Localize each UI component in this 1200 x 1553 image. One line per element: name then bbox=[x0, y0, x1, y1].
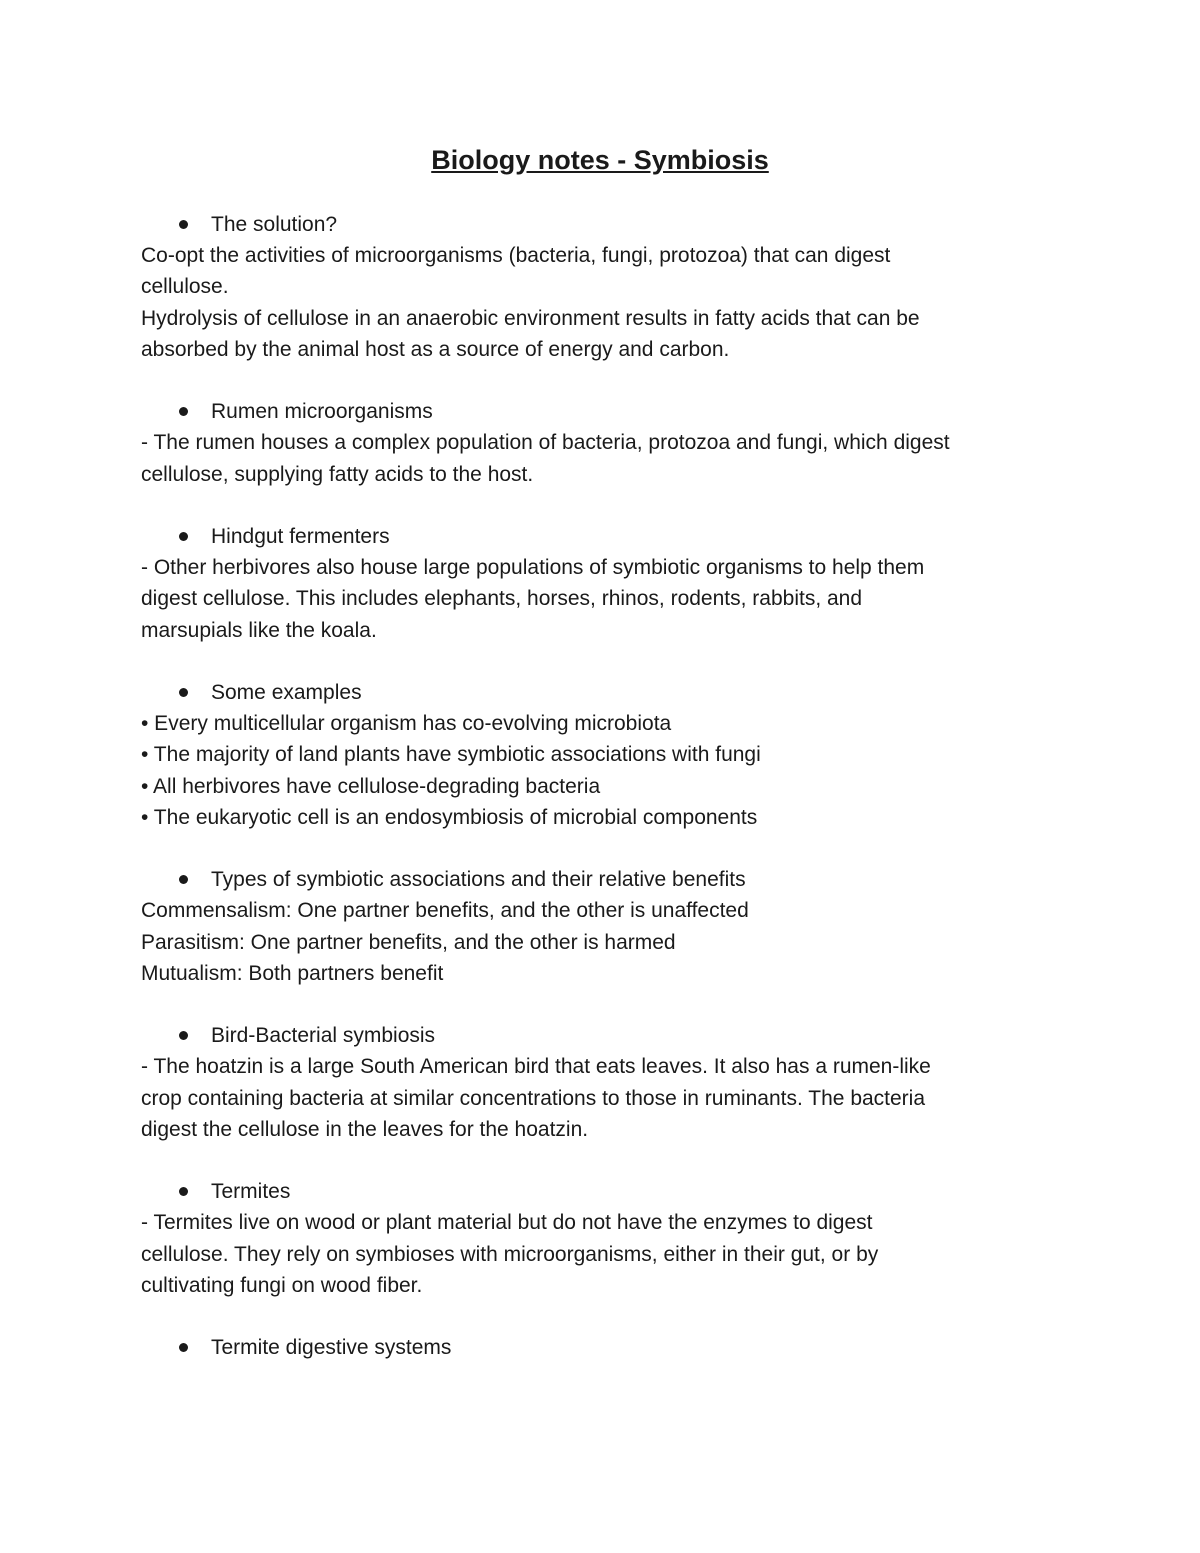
note-section bbox=[141, 677, 1061, 833]
section-heading bbox=[141, 396, 1061, 427]
note-section bbox=[141, 1176, 1061, 1301]
section-spacer bbox=[141, 1145, 1061, 1176]
section-text-line: - Termites live on wood or plant material but do not have the enzymes to digest bbox=[141, 1211, 873, 1235]
section-heading bbox=[141, 1020, 1061, 1051]
note-section bbox=[141, 521, 1061, 646]
section-text-line: crop containing bacteria at similar concentrations to those in ruminants. The bacteria bbox=[141, 1086, 926, 1110]
section-text-line: • All herbivores have cellulose-degrading bacteria bbox=[141, 774, 601, 798]
section-heading-text: Termite digestive systems bbox=[211, 1336, 452, 1360]
note-section bbox=[141, 864, 1061, 989]
note-section bbox=[141, 396, 1061, 490]
section-heading-text: Types of symbiotic associations and their relative benefits bbox=[211, 868, 746, 892]
section-heading bbox=[141, 521, 1061, 552]
section-text-line: Mutualism: Both partners benefit bbox=[141, 961, 444, 985]
section-spacer bbox=[141, 989, 1061, 1020]
section-text-line: marsupials like the koala. bbox=[141, 618, 377, 642]
bullet-icon bbox=[179, 1187, 188, 1196]
section-text-line: absorbed by the animal host as a source of energy and carbon. bbox=[141, 337, 730, 361]
section-text-line: Hydrolysis of cellulose in an anaerobic environment results in fatty acids that can be bbox=[141, 306, 920, 330]
section-heading-text: Hindgut fermenters bbox=[211, 525, 390, 548]
page-title: Biology notes - Symbiosis bbox=[431, 145, 769, 175]
section-text-line: digest the cellulose in the leaves for the hoatzin. bbox=[141, 1117, 589, 1141]
document-body bbox=[141, 209, 1061, 1363]
section-text-line: cellulose. bbox=[141, 275, 229, 299]
section-text-line: digest cellulose. This includes elephants, horses, rhinos, rodents, rabbits, and bbox=[141, 587, 863, 611]
bullet-icon bbox=[179, 875, 188, 884]
section-text-line: - The hoatzin is a large South American bird that eats leaves. It also has a rumen-like bbox=[141, 1055, 931, 1079]
section-spacer bbox=[141, 833, 1061, 864]
section-text-line: • The majority of land plants have symbiotic associations with fungi bbox=[141, 743, 761, 767]
bullet-icon bbox=[179, 1343, 188, 1352]
section-spacer bbox=[141, 490, 1061, 521]
section-text-line: - The rumen houses a complex population of bacteria, protozoa and fungi, which digest bbox=[141, 431, 950, 455]
bullet-icon bbox=[179, 220, 188, 229]
section-text-line: cultivating fungi on wood fiber. bbox=[141, 1273, 423, 1297]
bullet-icon bbox=[179, 407, 188, 416]
section-text-line: • Every multicellular organism has co-evolving microbiota bbox=[141, 712, 672, 736]
note-section bbox=[141, 1020, 1061, 1145]
section-heading bbox=[141, 209, 1061, 240]
section-spacer bbox=[141, 365, 1061, 396]
section-text-line: cellulose, supplying fatty acids to the host. bbox=[141, 462, 534, 486]
note-section bbox=[141, 209, 1061, 365]
section-text-line: • The eukaryotic cell is an endosymbiosis of microbial components bbox=[141, 805, 758, 829]
section-text-line: - Other herbivores also house large populations of symbiotic organisms to help them bbox=[141, 556, 925, 580]
note-section bbox=[141, 1332, 1061, 1363]
bullet-icon bbox=[179, 688, 188, 697]
section-heading bbox=[141, 1176, 1061, 1207]
section-heading bbox=[141, 1332, 1061, 1363]
section-spacer bbox=[141, 646, 1061, 677]
section-spacer bbox=[141, 1301, 1061, 1332]
section-text-line: cellulose. They rely on symbioses with microorganisms, either in their gut, or by bbox=[141, 1242, 879, 1266]
section-text-line: Parasitism: One partner benefits, and the other is harmed bbox=[141, 930, 676, 954]
section-heading bbox=[141, 864, 1061, 895]
section-text-line: Commensalism: One partner benefits, and the other is unaffected bbox=[141, 899, 749, 923]
section-heading-text: Some examples bbox=[211, 681, 362, 704]
section-text-line: Co-opt the activities of microorganisms (bacteria, fungi, protozoa) that can digest bbox=[141, 244, 891, 268]
section-heading-text: Termites bbox=[211, 1180, 291, 1204]
section-heading-text: Rumen microorganisms bbox=[211, 400, 433, 424]
bullet-icon bbox=[179, 1031, 188, 1040]
bullet-icon bbox=[179, 532, 188, 541]
section-heading-text: The solution? bbox=[211, 213, 338, 236]
section-heading bbox=[141, 677, 1061, 708]
section-heading-text: Bird-Bacterial symbiosis bbox=[211, 1024, 436, 1048]
